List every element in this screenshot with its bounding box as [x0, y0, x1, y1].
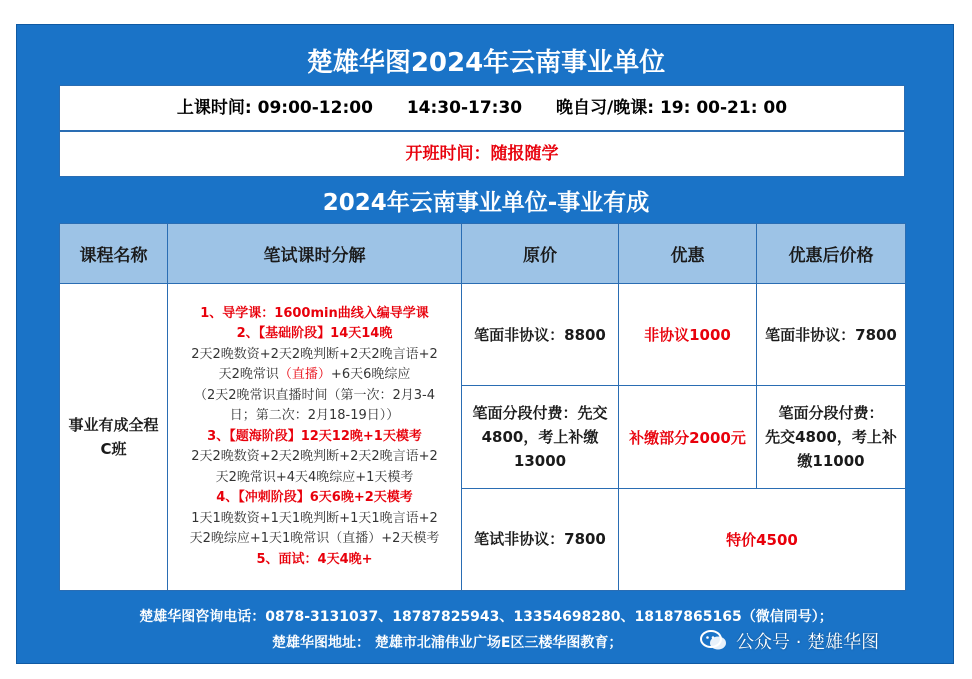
table-header-row [60, 224, 906, 284]
special-price: 特价4500 [619, 488, 906, 590]
plan-line: 2天2晚数资+2天2晚判断+2天2晚言语+2 [191, 449, 438, 465]
original-price: 笔试非协议：7800 [462, 488, 619, 590]
plan-line: （2天2晚常识直播时间（第一次：2月3-4 [193, 387, 436, 403]
plan-line: 5、面试：4天4晚+ [256, 551, 373, 567]
plan-line: 3、【题海阶段】12天12晚+1天模考 [207, 428, 422, 444]
afternoon-time: 14:30-17:30 [406, 98, 523, 118]
poster-frame [16, 24, 954, 664]
table-row [60, 284, 906, 386]
course-class: C班 [100, 440, 127, 459]
watermark-text: 公众号 · 楚雄华图 [736, 632, 880, 653]
header-course-name: 课程名称 [60, 224, 168, 284]
price-line: 13000 [513, 452, 567, 471]
poster-title: 楚雄华图2024年云南事业单位 [306, 48, 666, 78]
plan-text: +6天6晚综应 [330, 367, 411, 383]
plan-text: 天2晚常识 [218, 367, 279, 383]
course-name: 事业有成全程 [68, 416, 159, 435]
watermark [700, 624, 879, 658]
plan-line: 日；第二次：2月18-19日）） [229, 408, 400, 424]
plan-line: 2天2晚数资+2天2晚判断+2天2晚言语+2 [191, 346, 438, 362]
price-line: 4800，考上补缴 [481, 428, 599, 447]
plan-line: 2、【基础阶段】14天14晚 [236, 326, 393, 342]
wechat-icon [700, 629, 728, 653]
plan-line: 4、【冲刺阶段】6天6晚+2天模考 [216, 490, 413, 506]
plan-line: 1、导学课：1600min曲线入编导学课 [200, 305, 429, 321]
original-price [462, 386, 619, 488]
course-subtitle: 2024年云南事业单位-事业有成 [322, 190, 650, 216]
plan-line: 1天1晚数资+1天1晚判断+1天1晚言语+2 [191, 510, 438, 526]
price-line: 先交4800，考上补 [765, 428, 897, 447]
plan-line: 天2晚综应+1天1晚常识（直播）+2天模考 [189, 531, 440, 547]
plan-line: 天2晚常识+4天4晚综应+1天模考 [215, 469, 414, 485]
price-line: 笔面分段付费：先交 [472, 404, 608, 423]
final-price: 笔面非协议：7800 [757, 284, 906, 386]
discount: 非协议1000 [619, 284, 757, 386]
evening-time: 晚自习/晚课: 19: 00-21: 00 [556, 98, 788, 118]
price-line: 缴11000 [797, 452, 865, 471]
morning-time: 上课时间: 09:00-12:00 [176, 98, 373, 118]
original-price: 笔面非协议：8800 [462, 284, 619, 386]
price-line: 笔面分段付费： [778, 404, 884, 423]
header-plan: 笔试课时分解 [168, 224, 462, 284]
header-final-price: 优惠后价格 [757, 224, 906, 284]
class-schedule [59, 85, 905, 131]
header-discount: 优惠 [619, 224, 757, 284]
plan-cell [168, 284, 462, 591]
final-price [757, 386, 906, 488]
start-time: 开班时间：随报随学 [59, 131, 905, 177]
price-table [59, 223, 906, 591]
course-name-cell [60, 284, 168, 591]
plan-live-tag: （直播） [278, 367, 331, 383]
header-original-price: 原价 [462, 224, 619, 284]
contact-address: 楚雄华图地址： 楚雄市北浦伟业广场E区三楼华图教育； [272, 635, 623, 651]
discount: 补缴部分2000元 [619, 386, 757, 488]
contact-phone: 楚雄华图咨询电话：0878-3131037、18787825943、13354698280、18187865165（微信同号）； [139, 609, 833, 625]
plan-line [172, 365, 457, 386]
